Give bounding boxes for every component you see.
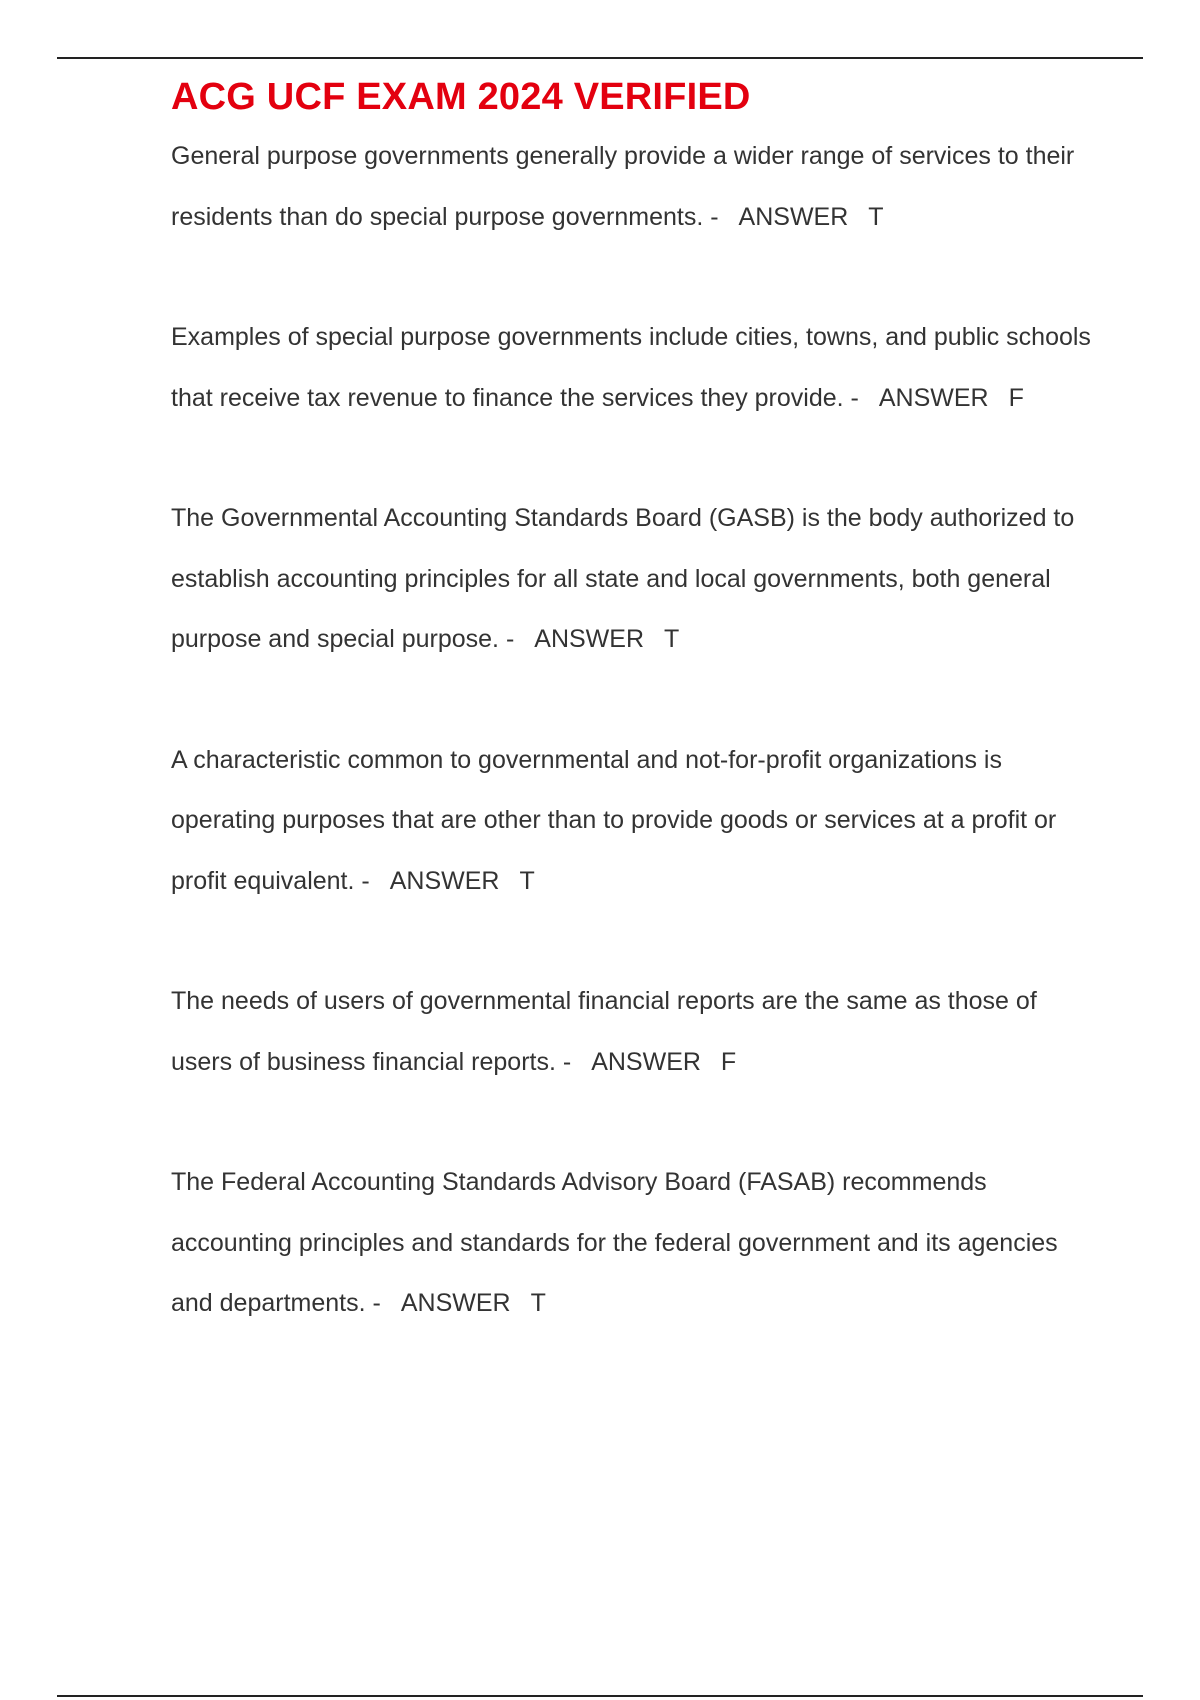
question-item	[171, 488, 1091, 670]
answer-label: ANSWER	[738, 202, 849, 231]
answer-value: F	[720, 1047, 737, 1076]
question-list	[171, 126, 1091, 1334]
question-text: The needs of users of governmental financial reports are the same as those of users of business financial reports. -	[171, 987, 1037, 1076]
answer-value: T	[519, 866, 535, 895]
question-item	[171, 126, 1091, 247]
answer-label: ANSWER	[389, 866, 500, 895]
answer-value: T	[868, 202, 884, 231]
answer-label: ANSWER	[878, 383, 989, 412]
question-item	[171, 307, 1091, 428]
question-text: Examples of special purpose governments include cities, towns, and public schools that receive tax revenue to finance the services they provide. -	[171, 323, 1091, 412]
answer-label: ANSWER	[400, 1289, 511, 1317]
question-item	[171, 971, 1091, 1092]
question-text: The Governmental Accounting Standards Board (GASB) is the body authorized to establish accounting principles for all state and local governments, both general purpose and special purpose. -	[171, 504, 1075, 653]
answer-value: T	[664, 625, 680, 653]
document-title: ACG UCF EXAM 2024 VERIFIED	[171, 76, 751, 118]
question-text: The Federal Accounting Standards Advisory Board (FASAB) recommends accounting principles and standards for the federal government and its agencies and departments. -	[171, 1168, 1058, 1317]
top-divider	[57, 57, 1143, 59]
answer-value: F	[1008, 383, 1024, 412]
document-body	[171, 70, 1091, 1394]
question-text: A characteristic common to governmental and not-for-profit organizations is operating purposes that are other than to provide goods or services at a profit or profit equivalent. -	[171, 745, 1057, 895]
answer-label: ANSWER	[534, 625, 645, 653]
question-item	[171, 730, 1091, 912]
question-text: General purpose governments generally provide a wider range of services to their residents than do special purpose governments. -	[171, 142, 1075, 231]
answer-label: ANSWER	[591, 1047, 701, 1076]
question-item	[171, 1152, 1091, 1334]
bottom-divider	[57, 1695, 1143, 1697]
answer-value: T	[530, 1289, 546, 1317]
